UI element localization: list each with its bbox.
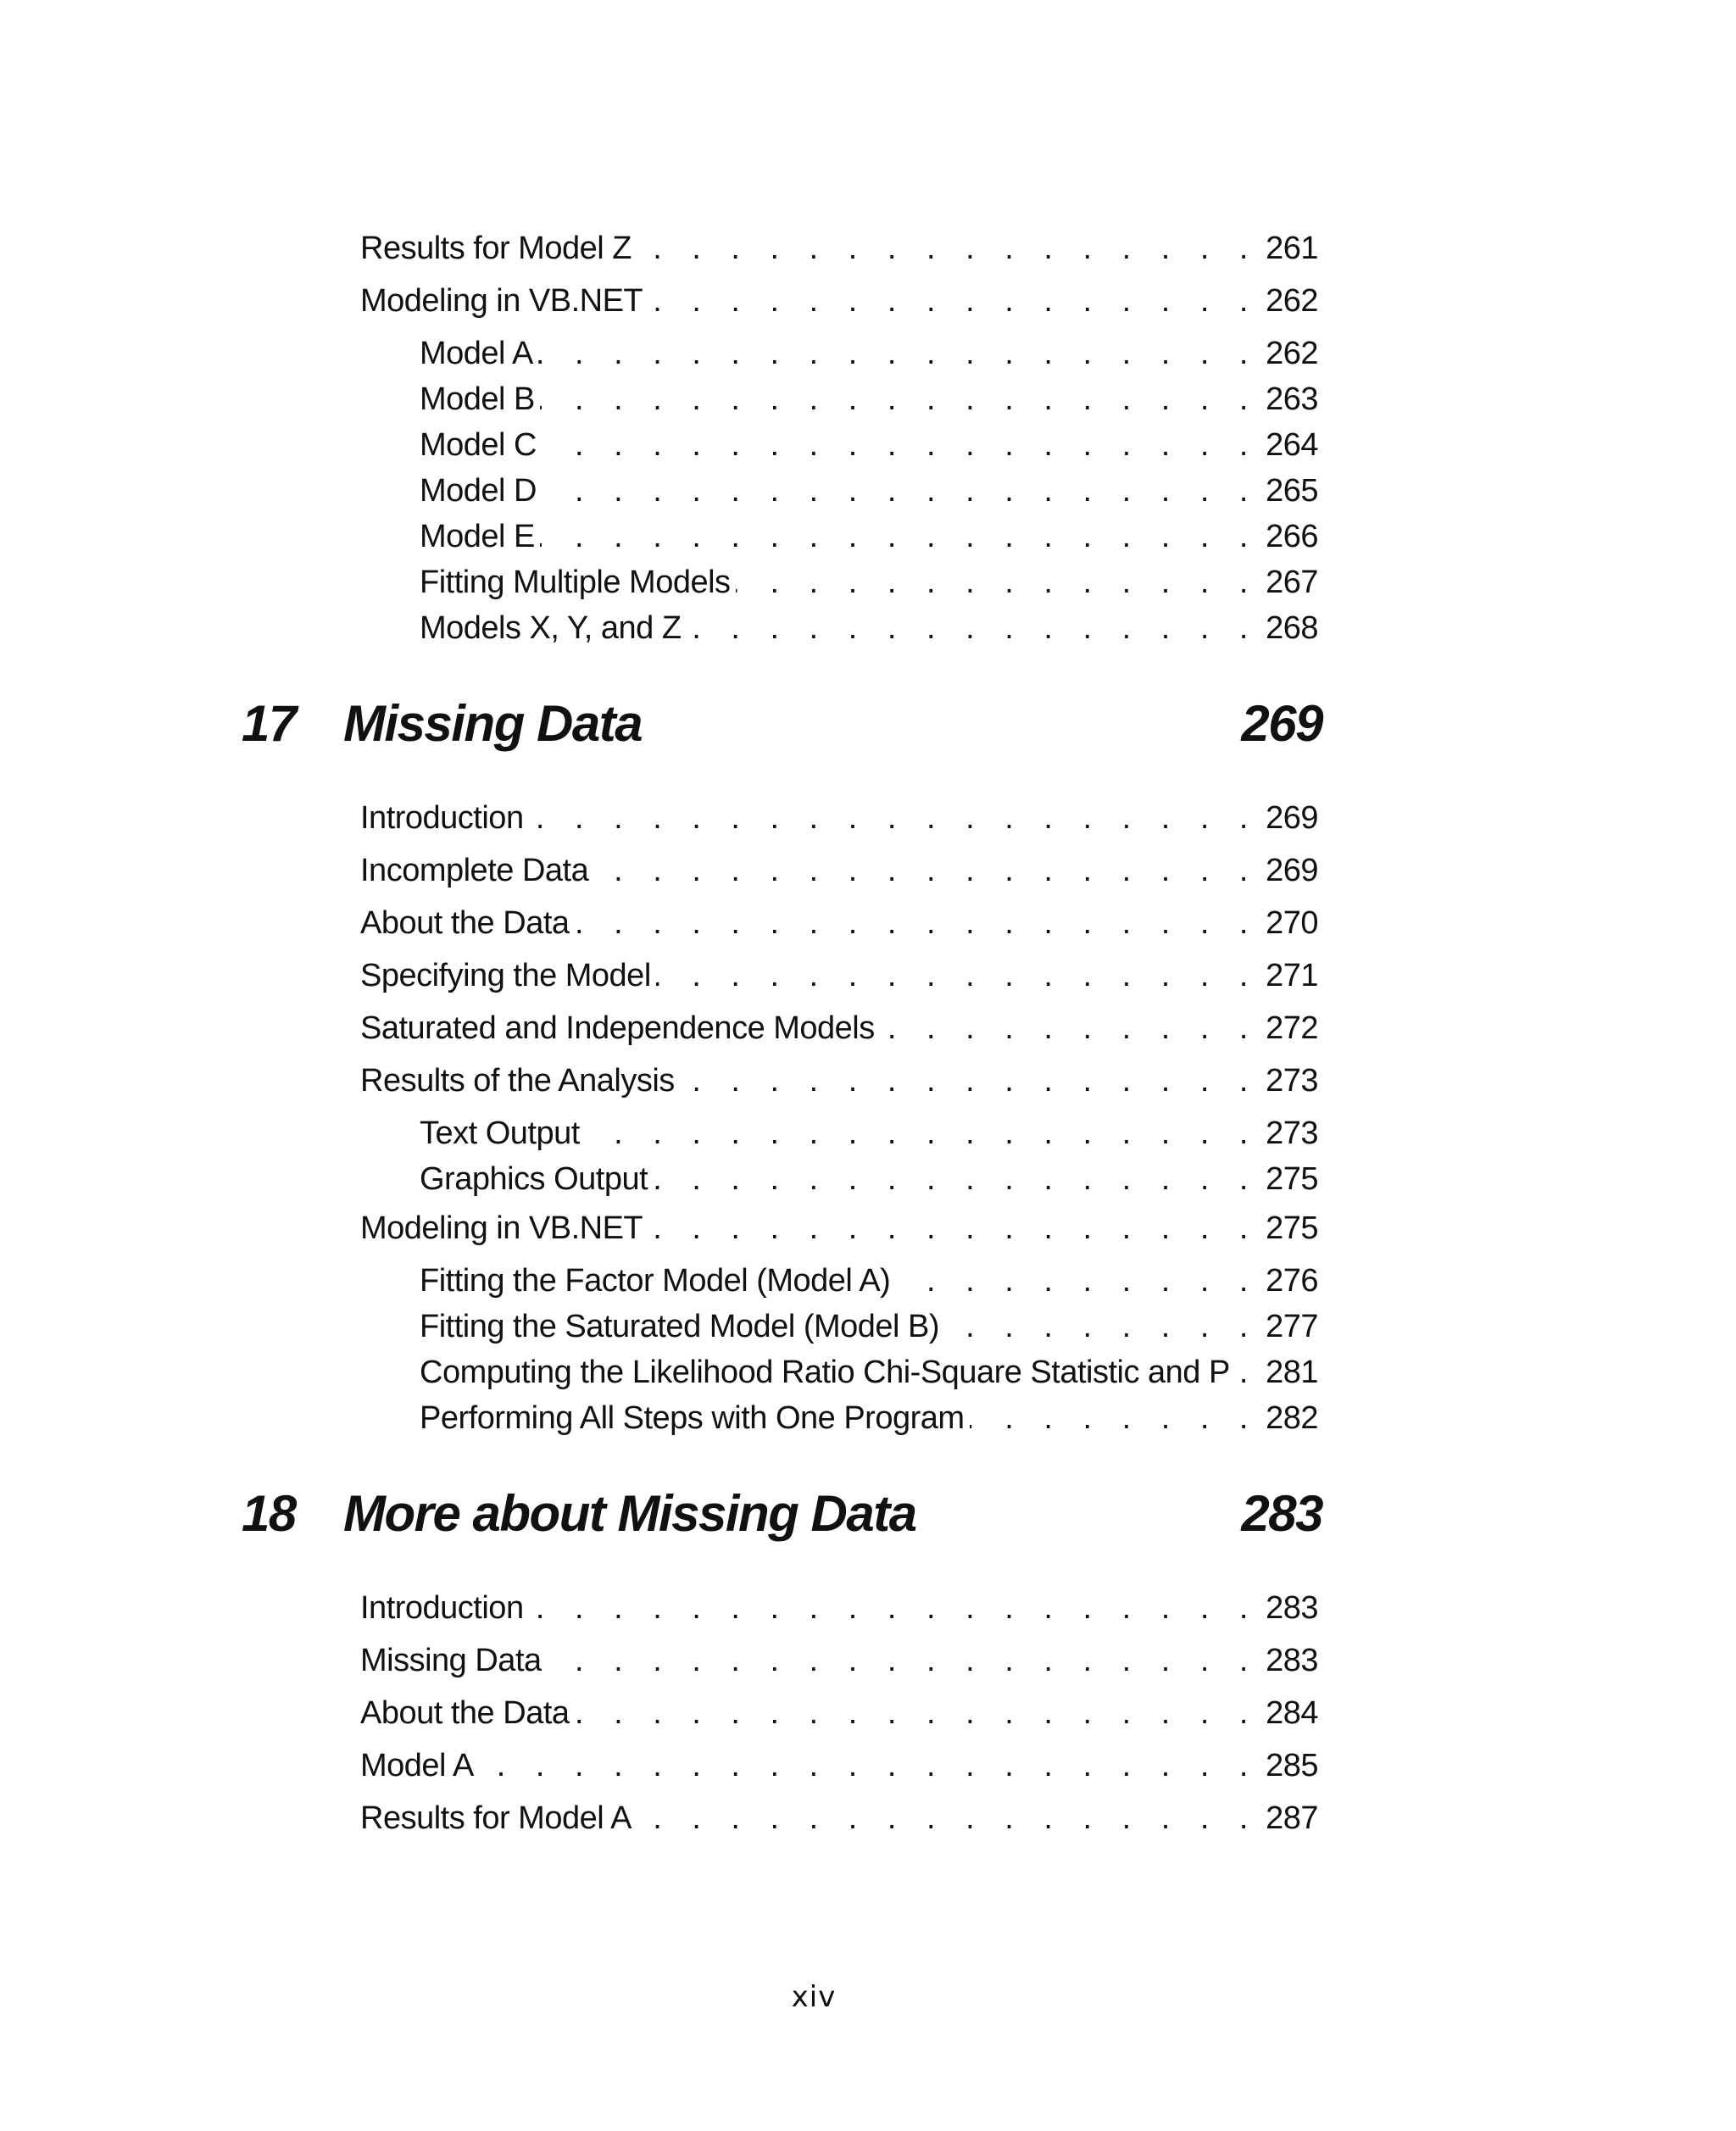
- toc-entry-page: 273: [1266, 1116, 1318, 1151]
- dot-leader: [538, 332, 1259, 375]
- dot-leader: [575, 1692, 1259, 1734]
- chapter-title: Missing Data: [343, 695, 643, 752]
- toc-entry-page: 271: [1266, 958, 1318, 993]
- dot-leader: [648, 280, 1259, 322]
- dot-leader: [529, 1587, 1259, 1629]
- toc-entry-page: 277: [1266, 1309, 1318, 1344]
- dot-leader: [637, 227, 1259, 270]
- dot-leader: [944, 1305, 1259, 1348]
- toc-entry-label: Performing All Steps with One Program: [420, 1400, 965, 1436]
- toc-entry-label: Modeling in VB.NET: [360, 1210, 643, 1246]
- toc-entry-page: 264: [1266, 427, 1318, 463]
- toc-subentry[interactable]: [420, 1158, 1318, 1200]
- toc-entry-page: 281: [1266, 1355, 1318, 1390]
- dot-leader: [637, 1797, 1259, 1839]
- toc-entry-label: Modeling in VB.NET: [360, 283, 643, 319]
- chapter-heading[interactable]: [242, 690, 1322, 758]
- toc-entry-label: Text Output: [420, 1116, 580, 1151]
- toc-subentry[interactable]: [420, 470, 1318, 512]
- dot-leader: [575, 902, 1259, 944]
- toc-entry-page: 268: [1266, 610, 1318, 646]
- toc-subentry[interactable]: [420, 561, 1318, 604]
- toc-entry-label: Results for Model Z: [360, 231, 632, 266]
- dot-leader: [542, 470, 1259, 512]
- toc-entry[interactable]: [360, 227, 1318, 270]
- toc-entry[interactable]: [360, 1207, 1318, 1249]
- chapter-page: 269: [1241, 695, 1322, 752]
- toc-entry[interactable]: [360, 1639, 1318, 1682]
- toc-subentry[interactable]: [420, 1260, 1318, 1302]
- toc-entry-page: 261: [1266, 231, 1318, 266]
- toc-entry-label: Model E: [420, 519, 535, 554]
- toc-entry-page: 283: [1266, 1590, 1318, 1626]
- toc-subentry[interactable]: [420, 515, 1318, 558]
- toc-entry-label: Model A: [420, 336, 533, 371]
- toc-entry-label: Missing Data: [360, 1643, 542, 1678]
- toc-entry[interactable]: [360, 797, 1318, 839]
- toc-entry-page: 270: [1266, 905, 1318, 941]
- toc-entry-label: Models X, Y, and Z: [420, 610, 682, 646]
- dot-leader: [1235, 1351, 1259, 1394]
- toc-entry-page: 269: [1266, 800, 1318, 836]
- toc-subentry[interactable]: [420, 332, 1318, 375]
- dot-leader: [680, 1060, 1259, 1102]
- toc-entry[interactable]: [360, 1692, 1318, 1734]
- toc-entry-label: Fitting Multiple Models: [420, 565, 731, 600]
- toc-entry-page: 275: [1266, 1210, 1318, 1246]
- toc-entry-page: 267: [1266, 565, 1318, 600]
- dot-leader: [540, 515, 1259, 558]
- toc-entry-label: Graphics Output: [420, 1161, 648, 1197]
- toc-entry-label: Fitting the Saturated Model (Model B): [420, 1309, 940, 1344]
- toc-entry-page: 269: [1266, 853, 1318, 888]
- toc-entry[interactable]: [360, 1060, 1318, 1102]
- dot-leader: [547, 1639, 1259, 1682]
- toc-entry-page: 262: [1266, 336, 1318, 371]
- toc-entry-label: Saturated and Independence Models: [360, 1010, 875, 1046]
- toc-subentry[interactable]: [420, 424, 1318, 466]
- toc-entry[interactable]: [360, 902, 1318, 944]
- toc-entry-label: Results of the Analysis: [360, 1063, 675, 1099]
- toc-entry-label: Introduction: [360, 800, 524, 836]
- toc-entry-label: Model A: [360, 1748, 474, 1783]
- toc-subentry[interactable]: [420, 1305, 1318, 1348]
- toc-entry[interactable]: [360, 280, 1318, 322]
- toc-entry-page: 262: [1266, 283, 1318, 319]
- toc-entry-page: 266: [1266, 519, 1318, 554]
- dot-leader: [895, 1260, 1259, 1302]
- chapter-number: 17: [242, 695, 296, 752]
- toc-subentry[interactable]: [420, 1397, 1318, 1439]
- toc-entry-label: Model C: [420, 427, 537, 463]
- page-number: xiv: [791, 1980, 837, 2014]
- toc-entry-label: Fitting the Factor Model (Model A): [420, 1263, 891, 1299]
- toc-subentry[interactable]: [420, 1351, 1318, 1394]
- toc-entry-label: About the Data: [360, 1695, 570, 1731]
- dot-leader: [653, 1158, 1259, 1200]
- dot-leader: [585, 1112, 1259, 1155]
- toc-entry-page: 275: [1266, 1161, 1318, 1197]
- chapter-title: More about Missing Data: [343, 1485, 916, 1542]
- dot-leader: [656, 954, 1259, 997]
- chapter-page: 283: [1241, 1485, 1322, 1542]
- dot-leader: [593, 849, 1259, 892]
- toc-entry-page: 282: [1266, 1400, 1318, 1436]
- toc-entry-label: Computing the Likelihood Ratio Chi-Square Statistic and P: [420, 1355, 1230, 1390]
- dot-leader: [687, 607, 1259, 649]
- toc-entry-page: 273: [1266, 1063, 1318, 1099]
- toc-entry-label: Introduction: [360, 1590, 524, 1626]
- toc-entry-label: Incomplete Data: [360, 853, 589, 888]
- toc-entry-page: 285: [1266, 1748, 1318, 1783]
- dot-leader: [970, 1397, 1259, 1439]
- toc-entry-page: 263: [1266, 381, 1318, 417]
- dot-leader: [648, 1207, 1259, 1249]
- toc-entry-label: Results for Model A: [360, 1800, 632, 1836]
- toc-entry[interactable]: [360, 849, 1318, 892]
- chapter-heading[interactable]: [242, 1480, 1322, 1548]
- toc-entry-page: 265: [1266, 473, 1318, 509]
- toc-entry-page: 283: [1266, 1643, 1318, 1678]
- toc-entry-page: 287: [1266, 1800, 1318, 1836]
- toc-entry[interactable]: [360, 1007, 1318, 1049]
- dot-leader: [479, 1744, 1259, 1787]
- dot-leader: [542, 424, 1259, 466]
- dot-leader: [880, 1007, 1259, 1049]
- toc-entry-page: 272: [1266, 1010, 1318, 1046]
- toc-subentry[interactable]: [420, 607, 1318, 649]
- dot-leader: [540, 378, 1259, 420]
- toc-entry-label: About the Data: [360, 905, 570, 941]
- toc-subentry[interactable]: [420, 1112, 1318, 1155]
- toc-entry-label: Specifying the Model: [360, 958, 651, 993]
- toc-entry-label: Model B: [420, 381, 535, 417]
- dot-leader: [736, 561, 1259, 604]
- toc-entry-page: 276: [1266, 1263, 1318, 1299]
- toc-entry[interactable]: [360, 1744, 1318, 1787]
- chapter-number: 18: [242, 1485, 296, 1542]
- toc-subentry[interactable]: [420, 378, 1318, 420]
- toc-entry[interactable]: [360, 1587, 1318, 1629]
- toc-entry[interactable]: [360, 1797, 1318, 1839]
- toc-entry[interactable]: [360, 954, 1318, 997]
- toc-entry-page: 284: [1266, 1695, 1318, 1731]
- dot-leader: [529, 797, 1259, 839]
- toc-entry-label: Model D: [420, 473, 537, 509]
